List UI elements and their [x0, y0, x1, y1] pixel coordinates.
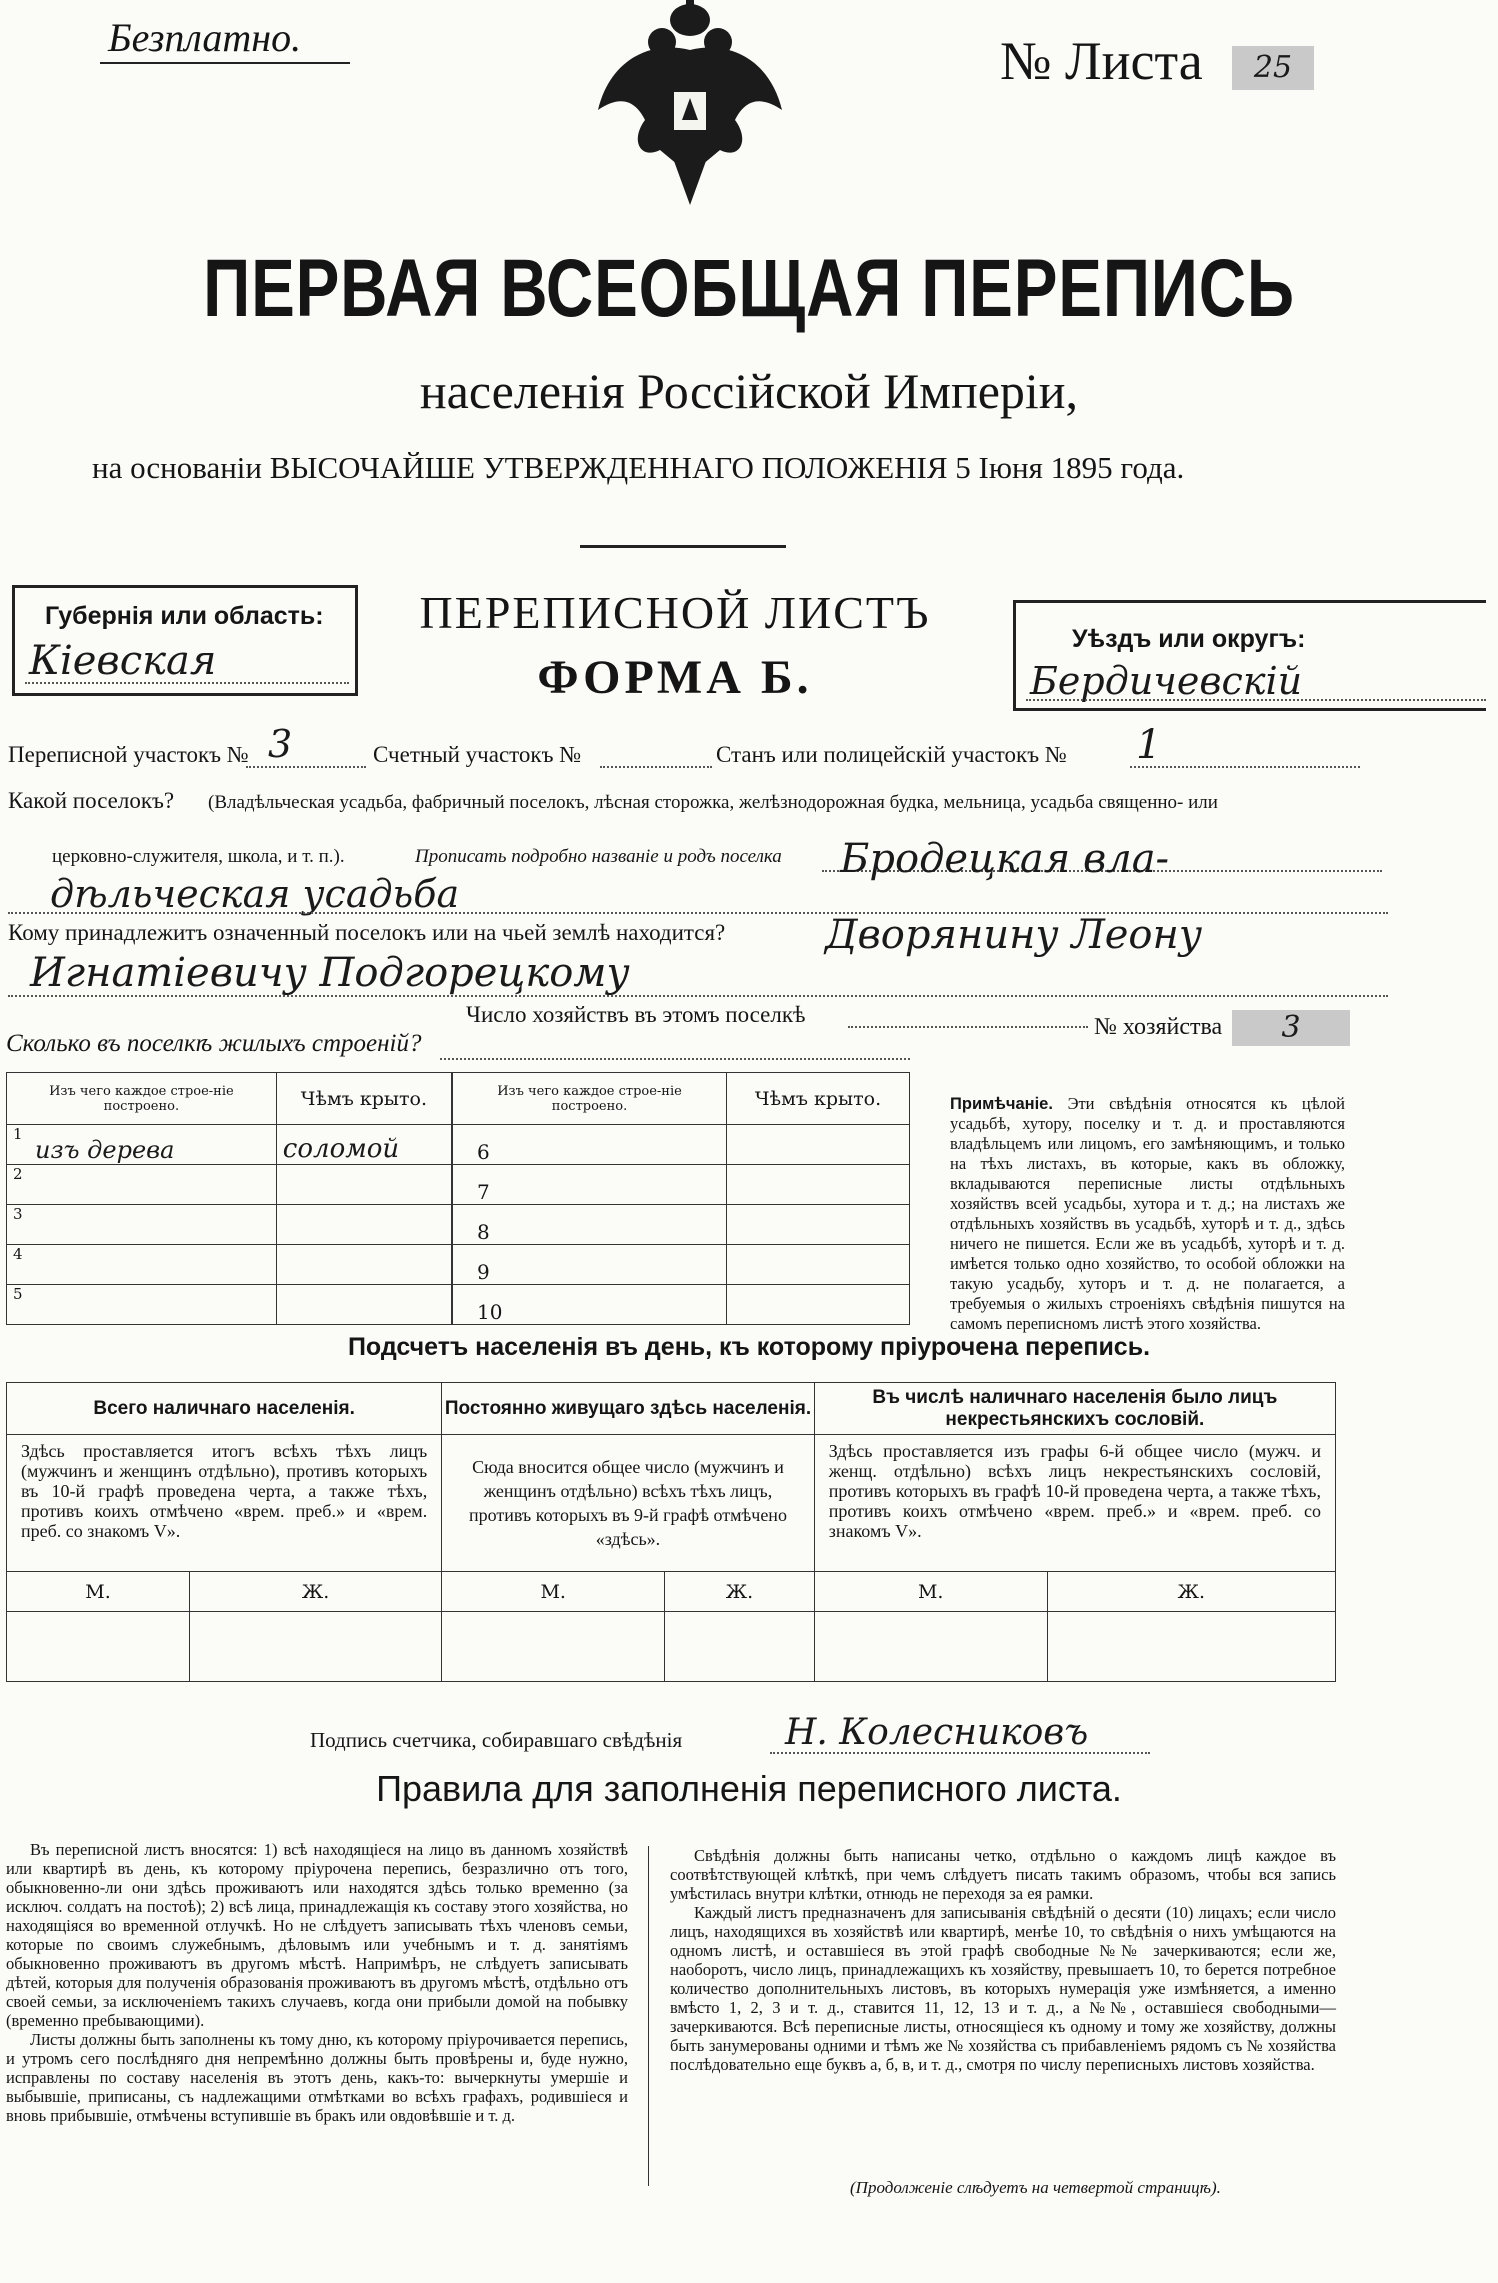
note-text: Эти свѣдѣнія относятся къ цѣлой усадьбѣ, хутору, поселку и т. д. и проставляются владѣльцемъ или лицомъ, его замѣняющимъ, и только на тѣхъ листахъ, въ которые, какъ въ обложку, вкладываются переписные листы отдѣльныхъ хозяйствъ всей усадьбы, хутора и т. д.; на листахъ же отдѣльныхъ хозяйствъ въ усадьбѣ, хуторѣ и т. д., здѣсь ничего не пишется. Если же въ усадьбѣ, хуторѣ и т. д. имѣется только одно хозяйство, то особой обложки на такую усадьбу, хуторъ и т. д. не полагается, а требуемыя о жилыхъ строеніяхъ свѣдѣнія пишутся на самомъ переписномъ листѣ этого хозяйства.: [950, 1094, 1345, 1333]
signature-value: Н. Колесниковъ: [785, 1712, 1089, 1753]
gubernia-value: Кіевская: [29, 638, 217, 684]
m-label: М.: [7, 1572, 190, 1612]
stan-label: Станъ или полицейскій участокъ №: [716, 742, 1067, 767]
count-cell[interactable]: [814, 1612, 1047, 1682]
uezd-box: [1013, 600, 1486, 711]
rules-continued: (Продолженіе слѣдуетъ на четвертой страницѣ).: [850, 2178, 1221, 2197]
roof-cell[interactable]: [727, 1125, 910, 1165]
material-cell[interactable]: [29, 1205, 276, 1245]
material-cell[interactable]: [513, 1165, 727, 1205]
col-material-header: Изъ чего каждое строе-ніе построено.: [7, 1073, 277, 1125]
schet-label: Счетный участокъ №: [373, 742, 582, 767]
rules-right-p2: Каждый листъ предназначенъ для записыванія свѣдѣній о десяти (10) лицахъ; если число лицъ, находящихся въ хозяйствѣ или квартирѣ, менѣе 10, то свѣдѣнія о нихъ умѣщаются на одномъ листѣ, и оставшіеся въ этой графѣ свободные №№ зачеркиваются; если же, наоборотъ, число лицъ, принадлежащихъ къ хозяйству, превышаетъ 10, то берется потребное количество дополнительныхъ листовъ, въ которыхъ нумерація уже измѣняется, а именно вмѣсто 1, 2, 3 и т. д., ставится 11, 12, 13 и т. д., а №№, оставшіеся свободными—зачеркиваются. Всѣ переписные листы, относящіеся къ одному и тому же хозяйству, должны быть занумерованы одними и тѣмъ же № хозяйства съ прибавленіемъ рядомъ съ № хозяйства послѣдовательно еще буквъ а, б, в, и т. д., смотря по числу переписныхъ листовъ хозяйства.: [670, 1903, 1336, 2074]
poselok-value-1: Бродецкая вла-: [840, 836, 1170, 882]
households-label: Число хозяйствъ въ этомъ поселкѣ: [466, 1002, 806, 1027]
title-rule: [580, 545, 786, 548]
household-no-value: 3: [1232, 1010, 1350, 1046]
sheet-number: 25: [1232, 46, 1314, 90]
zh-label: Ж.: [190, 1572, 442, 1612]
roof-cell[interactable]: [727, 1245, 910, 1285]
rules-right-column: [670, 1846, 1336, 2074]
free-underline: [100, 62, 350, 64]
imperial-eagle-emblem: [590, 0, 790, 210]
household-no-label: № хозяйства: [1094, 1014, 1223, 1040]
buildings-label: Сколько въ поселкѣ жилыхъ строеній?: [6, 1030, 422, 1057]
poselok-hint-2: церковно-служителя, школа, и т. п.).: [52, 846, 345, 867]
buildings-table-right: Изъ чего каждое строе-ніе построено. Чѣмъ крыто. 6 7 8 9 10: [452, 1072, 910, 1325]
owner-value-1: Дворянину Леону: [825, 912, 1203, 958]
roof-cell[interactable]: [276, 1205, 451, 1245]
zh-label: Ж.: [665, 1572, 815, 1612]
perepis-value: 3: [268, 722, 293, 766]
material-cell[interactable]: изъ дерева: [29, 1125, 276, 1165]
material-cell[interactable]: [513, 1285, 727, 1325]
count-col2-text: Сюда вносится общее число (мужчинъ и женщинъ отдѣльно) всѣхъ тѣхъ лицъ, противъ которыхъ въ 9-й графѣ отмѣчено «здѣсь».: [442, 1435, 815, 1572]
material-cell[interactable]: [29, 1165, 276, 1205]
rules-left-p2: Листы должны быть заполнены къ тому дню, къ которому пріурочивается перепись, и утромъ сего послѣдняго дня непремѣнно должны быть провѣрены и, буде нужно, исправлены по составу населенія въ этотъ день, какъ-то: вычеркнуты умершіе и выбывшіе, приписаны, съ надлежащими отмѣтками во всѣхъ графахъ, родившіеся и вновь прибывшіе, отмѣчены вступившіе въ бракъ или овдовѣвшіе и т. д.: [6, 2030, 628, 2125]
sheet-label: № Листа: [1000, 31, 1203, 91]
m-label: М.: [442, 1572, 665, 1612]
free-label: Безплатно.: [108, 15, 302, 60]
rules-right-p1: Свѣдѣнія должны быть написаны четко, отдѣльно о каждомъ лицѣ каждое въ соотвѣтствующей клѣткѣ, при чемъ слѣдуетъ писать такимъ образомъ, чтобы вся запись умѣстилась внутри клѣтки, отнюдь не переходя за ея рамки.: [670, 1846, 1336, 1903]
count-col1-title: Всего наличнаго населенія.: [7, 1383, 442, 1435]
poselok-instruction: Прописать подробно названіе и родъ поселка: [415, 846, 782, 867]
perepis-label: Переписной участокъ №: [8, 742, 249, 767]
gubernia-box: [12, 585, 358, 696]
table-row: 4: [7, 1245, 452, 1285]
table-row: 6: [453, 1125, 910, 1165]
note: [950, 1094, 1345, 1334]
table-row: 3: [7, 1205, 452, 1245]
count-cell[interactable]: [7, 1612, 190, 1682]
main-title: ПЕРВАЯ ВСЕОБЩАЯ ПЕРЕПИСЬ: [203, 243, 1295, 334]
roof-cell[interactable]: [727, 1165, 910, 1205]
rules-left-p1: Въ переписной листъ вносятся: 1) всѣ находящіеся на лицо въ данномъ хозяйствѣ или квартирѣ въ день, къ которому пріурочена перепись, безразлично отъ того, обыкновенно-ли они здѣсь проживаютъ или находятся здѣсь только временно (за исключ. солдатъ на постоѣ); 2) всѣ лица, принадлежащія къ составу этого хозяйства, но находящіяся во временной отлучкѣ. Но не слѣдуетъ записывать тѣхъ членовъ семьи, которые по своимъ служебнымъ, дѣловымъ или учебнымъ и т. д. занятіямъ обыкновенно проживаютъ въ другомъ мѣстѣ. Напримѣръ, не слѣдуетъ записывать дѣтей, которыя для полученія образованія проживаютъ въ другомъ мѣстѣ, отдѣльно отъ своей семьи, за исключеніемъ такихъ случаевъ, когда они прибыли домой на побывку (временно пребывающими).: [6, 1840, 628, 2030]
owner-label: Кому принадлежитъ означенный поселокъ или на чьей землѣ находится?: [8, 920, 726, 945]
gubernia-label: Губернія или область:: [45, 602, 324, 630]
roof-cell[interactable]: [276, 1165, 451, 1205]
table-row: 8: [453, 1205, 910, 1245]
count-cell[interactable]: [665, 1612, 815, 1682]
subtitle: населенія Россійской Имперіи,: [419, 363, 1079, 419]
uezd-label: Уѣздъ или округъ:: [1072, 625, 1306, 653]
count-cell[interactable]: [442, 1612, 665, 1682]
signature-label: Подпись счетчика, собиравшаго свѣдѣнія: [310, 1728, 683, 1752]
col-roof-header: Чѣмъ крыто.: [276, 1073, 451, 1125]
zh-label: Ж.: [1047, 1572, 1335, 1612]
count-col1-text: Здѣсь проставляется итогъ всѣхъ тѣхъ лицъ (мужчинъ и женщинъ отдѣльно), противъ которыхъ въ 10-й графѣ проведена черта, а также тѣхъ, противъ коихъ отмѣчено «врем. преб.» и «врем. преб. со знакомъ V».: [7, 1435, 442, 1572]
poselok-value-2: дѣльческая усадьба: [50, 872, 460, 916]
material-cell[interactable]: [29, 1245, 276, 1285]
material-cell[interactable]: [513, 1205, 727, 1245]
table-row: 10: [453, 1285, 910, 1325]
count-cell[interactable]: [1047, 1612, 1335, 1682]
owner-value-2: Игнатіевичу Подгорецкому: [30, 950, 630, 996]
table-row: 9: [453, 1245, 910, 1285]
count-col3-text: Здѣсь проставляется изъ графы 6-й общее число (мужч. и женщ. отдѣльно) всѣхъ лицъ некрестьянскихъ сословій, противъ которыхъ въ графѣ 10-й проведена черта, а также тѣхъ, противъ коихъ отмѣчено «врем. преб.» и «врем. преб. со знакомъ V».: [814, 1435, 1335, 1572]
rules-left-column: [6, 1840, 628, 2125]
rules-title: Правила для заполненія переписного листа.: [376, 1768, 1122, 1809]
buildings-table-left: [6, 1072, 452, 1325]
table-row: 2: [7, 1165, 452, 1205]
rules-divider: [648, 1846, 649, 2186]
stan-value: 1: [1136, 722, 1162, 768]
m-label: М.: [814, 1572, 1047, 1612]
roof-cell[interactable]: [727, 1285, 910, 1325]
count-cell[interactable]: [190, 1612, 442, 1682]
basis-line: на основаніи ВЫСОЧАЙШЕ УТВЕРЖДЕННАГО ПОЛОЖЕНІЯ 5 Іюня 1895 года.: [92, 450, 1185, 485]
roof-cell[interactable]: [276, 1285, 451, 1325]
table-row: 5: [7, 1285, 452, 1325]
form-type: ФОРМА Б.: [537, 651, 813, 704]
note-title: Примѣчаніе.: [950, 1095, 1053, 1113]
poselok-hint-1: (Владѣльческая усадьба, фабричный поселокъ, лѣсная сторожка, желѣзнодорожная будка, мельница, усадьба священно- или: [208, 792, 1218, 813]
table-row: 1 изъ дерева соломой: [7, 1125, 452, 1165]
count-heading: Подсчетъ населенія въ день, къ которому пріурочена перепись.: [347, 1333, 1151, 1361]
uezd-value: Бердичевскій: [1030, 659, 1303, 703]
table-row: 7: [453, 1165, 910, 1205]
count-table: [6, 1382, 1336, 1682]
roof-cell[interactable]: [276, 1245, 451, 1285]
material-cell[interactable]: [513, 1245, 727, 1285]
roof-cell[interactable]: соломой: [276, 1125, 451, 1165]
count-col2-title: Постоянно живущаго здѣсь населенія.: [442, 1383, 815, 1435]
material-cell[interactable]: [29, 1285, 276, 1325]
poselok-label: Какой поселокъ?: [8, 788, 175, 813]
material-cell[interactable]: [513, 1125, 727, 1165]
form-name: ПЕРЕПИСНОЙ ЛИСТЪ: [419, 587, 931, 638]
count-col3-title: Въ числѣ наличнаго населенія было лицъ некрестьянскихъ сословій.: [814, 1383, 1335, 1435]
roof-cell[interactable]: [727, 1205, 910, 1245]
